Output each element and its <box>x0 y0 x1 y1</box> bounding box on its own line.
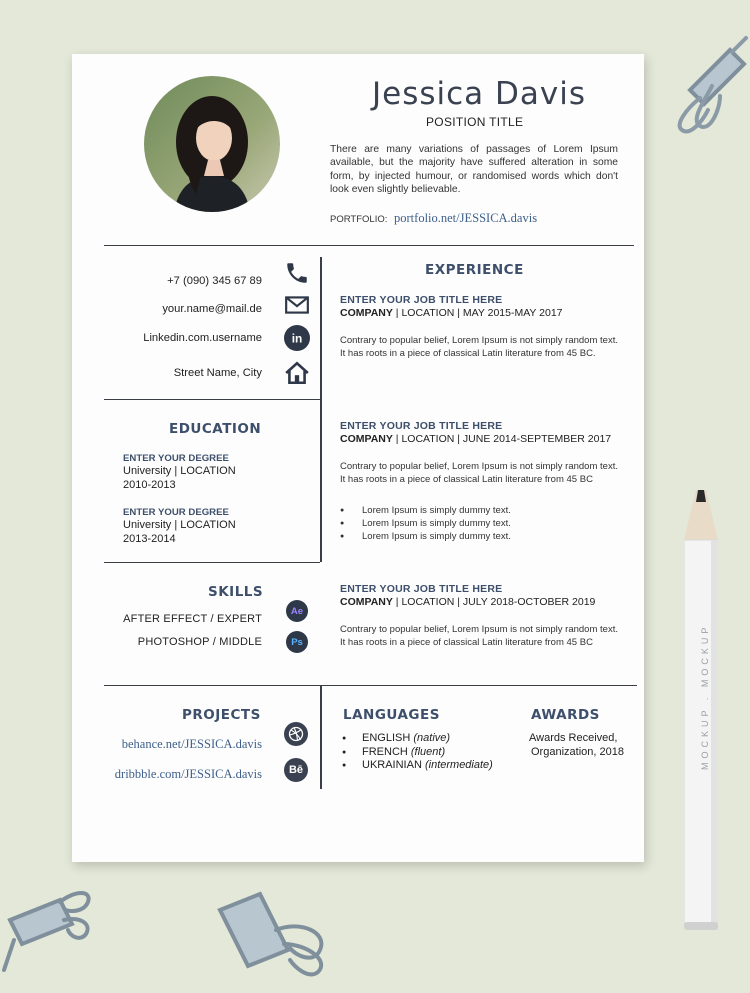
language-item <box>342 759 493 773</box>
pencil-text: MOCKUP . MOCKUP <box>700 623 710 770</box>
contact-phone[interactable]: +7 (090) 345 67 89 <box>167 275 262 287</box>
job-company: COMPANY <box>340 307 393 319</box>
languages-heading: LANGUAGES <box>343 707 440 723</box>
education-heading: EDUCATION <box>169 421 262 437</box>
job-company: COMPANY <box>340 596 393 608</box>
language-name: UKRAINIAN <box>362 759 425 771</box>
profile-summary: There are many variations of passages of Lorem Ipsum available, but the majority have suffered alteration in some form, by injected humour, or randomised words which don't look even slightly believable. <box>330 144 618 195</box>
position-title: POSITION TITLE <box>426 115 524 129</box>
binder-clip-bottom-left <box>0 880 100 980</box>
job-title: ENTER YOUR JOB TITLE HERE <box>340 583 503 595</box>
resume-page <box>72 54 644 862</box>
education-degree: ENTER YOUR DEGREE <box>123 507 229 518</box>
awards-text <box>524 732 624 759</box>
education-degree: ENTER YOUR DEGREE <box>123 453 229 464</box>
behance-icon[interactable] <box>284 758 308 782</box>
awards-line: Organization, 2018 <box>531 745 624 758</box>
experience-heading: EXPERIENCE <box>425 262 524 278</box>
after-effects-icon <box>286 600 308 622</box>
job-details: | LOCATION | JUNE 2014-SEPTEMBER 2017 <box>392 433 612 445</box>
language-item <box>342 732 493 746</box>
phone-icon <box>284 260 310 286</box>
skill-item: PHOTOSHOP / MIDDLE <box>137 636 262 648</box>
job-company-line <box>340 433 611 445</box>
column-divider-upper <box>320 257 322 562</box>
job-description: Contrary to popular belief, Lorem Ipsum is not simply random text. It has roots in a piece of classical Latin literature from 45 BC <box>340 461 618 485</box>
education-school: University | LOCATION <box>123 519 236 531</box>
education-school: University | LOCATION <box>123 465 236 477</box>
awards-line: Awards Received, <box>529 732 618 744</box>
job-details: | LOCATION | MAY 2015-MAY 2017 <box>392 307 563 319</box>
portfolio-link[interactable]: portfolio.net/JESSICA.davis <box>394 211 538 225</box>
home-icon <box>284 360 310 386</box>
language-name: ENGLISH <box>362 732 414 744</box>
divider-contact <box>104 399 320 400</box>
education-years: 2013-2014 <box>123 533 176 545</box>
skills-heading: SKILLS <box>208 584 264 600</box>
behance-link[interactable]: behance.net/JESSICA.davis <box>121 737 262 751</box>
contact-email[interactable]: your.name@mail.de <box>162 303 262 315</box>
dribbble-link[interactable]: dribbble.com/JESSICA.davis <box>114 767 262 781</box>
education-years: 2010-2013 <box>123 479 176 491</box>
portfolio-label: PORTFOLIO: <box>330 214 388 225</box>
language-name: FRENCH <box>362 745 411 758</box>
profile-photo <box>144 76 280 212</box>
job-bullets <box>340 505 511 543</box>
binder-clip-top-right <box>660 30 750 140</box>
awards-heading: AWARDS <box>531 707 600 723</box>
column-divider-lower <box>320 685 322 789</box>
svg-text:in: in <box>291 331 303 346</box>
binder-clip-bottom-center <box>210 880 340 980</box>
projects-heading: PROJECTS <box>182 707 261 723</box>
job-company-line <box>340 307 563 319</box>
divider-top <box>104 245 634 246</box>
job-description: Contrary to popular belief, Lorem Ipsum is not simply random text. It has roots in a piece of classical Latin literature from 45 BC. <box>340 335 618 359</box>
language-level: (native) <box>413 732 451 744</box>
divider-education <box>104 562 320 563</box>
job-company-line <box>340 596 595 608</box>
mail-icon <box>284 292 310 318</box>
photoshop-icon <box>286 631 308 653</box>
divider-bottom <box>104 685 637 686</box>
language-item <box>342 746 493 760</box>
contact-address: Street Name, City <box>173 367 262 379</box>
behance-icon-text: Bē <box>288 764 304 776</box>
job-bullet: ● Lorem Ipsum is simply dummy text. <box>340 518 511 531</box>
languages-list <box>342 732 493 773</box>
job-bullet: ● Lorem Ipsum is simply dummy text. <box>340 531 511 544</box>
job-title: ENTER YOUR JOB TITLE HERE <box>340 294 503 306</box>
job-description: Contrary to popular belief, Lorem Ipsum is not simply random text. It has roots in a piece of classical Latin literature from 45 BC <box>340 624 618 648</box>
portfolio-line <box>330 211 537 226</box>
after-effects-icon-text: Ae <box>290 605 304 617</box>
job-title: ENTER YOUR JOB TITLE HERE <box>340 420 503 432</box>
job-bullet: ● Lorem Ipsum is simply dummy text. <box>340 505 511 518</box>
dribbble-icon[interactable] <box>284 722 308 746</box>
contact-linkedin[interactable]: Linkedin.com.username <box>143 332 262 344</box>
job-company: COMPANY <box>340 433 393 445</box>
language-level: (fluent) <box>410 745 446 758</box>
photoshop-icon-text: Ps <box>291 636 303 648</box>
job-details: | LOCATION | JULY 2018-OCTOBER 2019 <box>392 596 596 608</box>
linkedin-icon <box>284 325 310 351</box>
skill-item: AFTER EFFECT / EXPERT <box>123 613 262 625</box>
candidate-name: Jessica Davis <box>372 76 587 112</box>
language-level: (intermediate) <box>424 759 493 771</box>
